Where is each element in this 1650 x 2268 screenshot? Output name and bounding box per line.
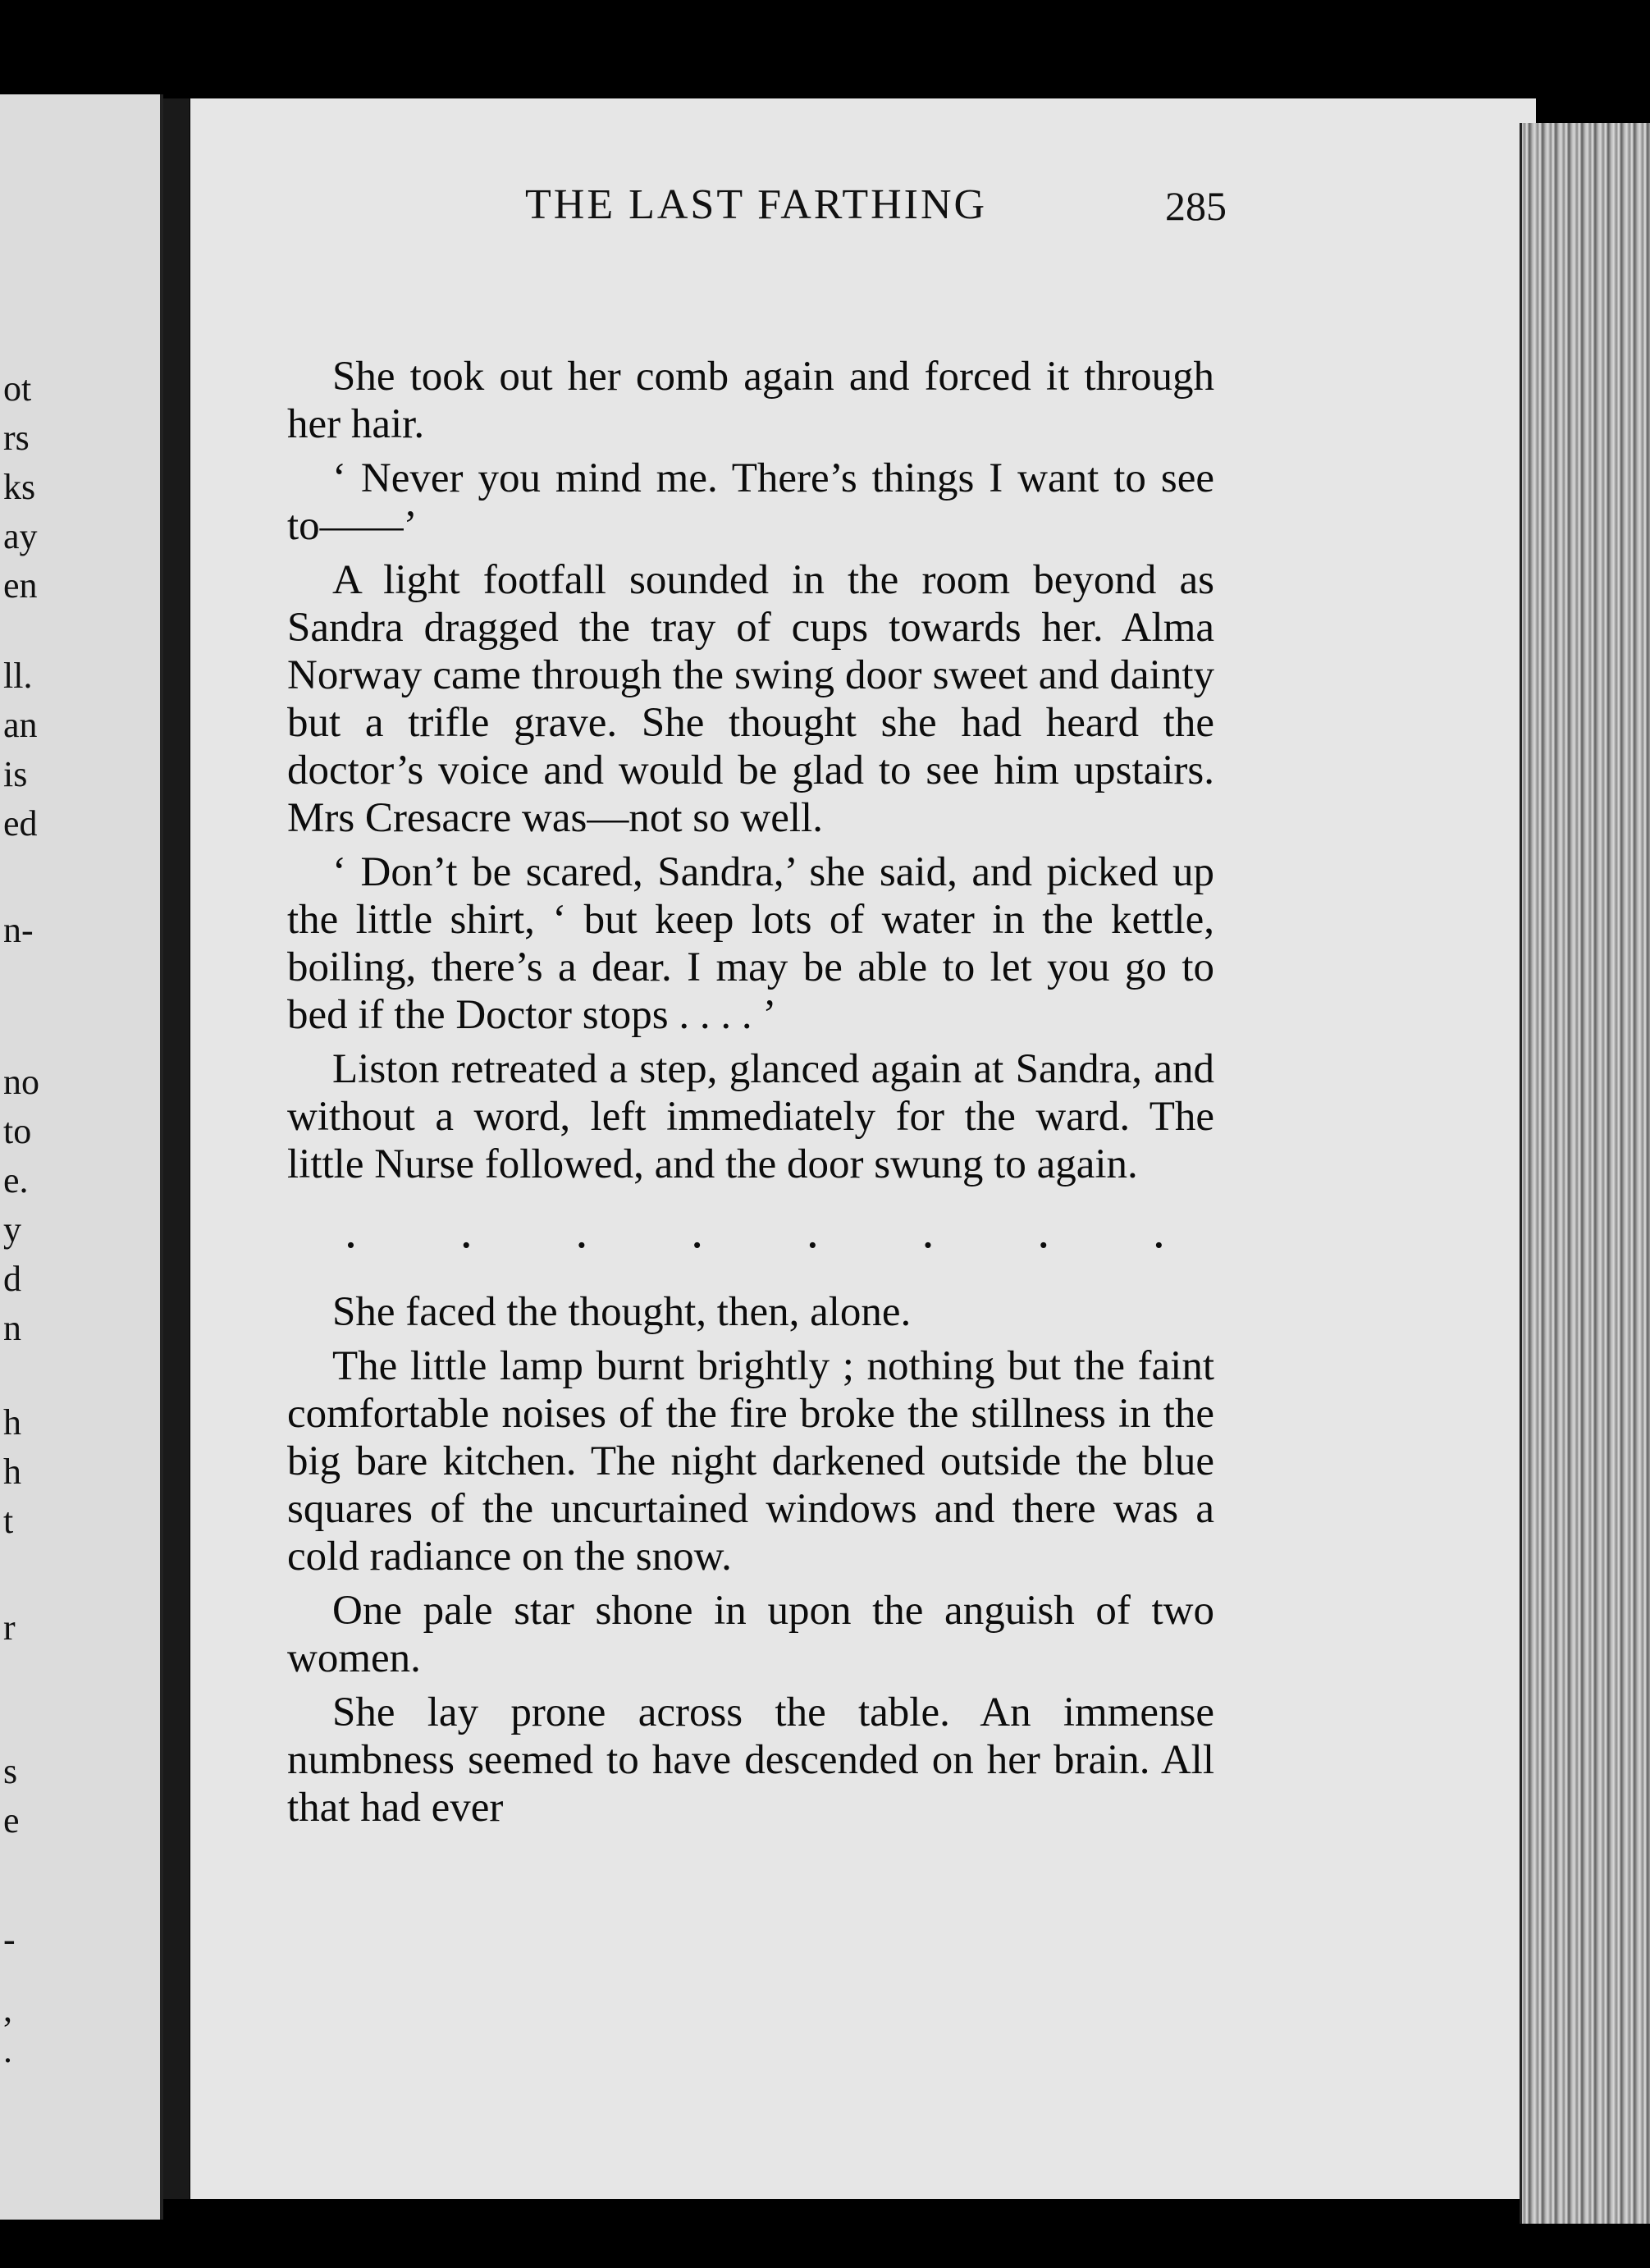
left-page-fragment: en <box>3 565 38 606</box>
left-page-fragment: r <box>3 1607 16 1648</box>
left-page-fragment: . <box>3 2030 12 2070</box>
left-page-fragment: - <box>3 1919 16 1959</box>
left-page-fragment: ed <box>3 803 38 844</box>
left-page-fragment: h <box>3 1402 21 1443</box>
section-break-dot: . <box>1152 1204 1165 1258</box>
paragraph: She took out her comb again and forced it through her hair. <box>287 354 1214 447</box>
section-break-dot: . <box>691 1204 704 1258</box>
left-page-fragment: d <box>3 1259 21 1299</box>
left-page-fragment: ks <box>3 467 36 507</box>
left-page-fragment: an <box>3 705 38 745</box>
section-break-dot: . <box>345 1204 357 1258</box>
left-page-fragment: to <box>3 1111 32 1151</box>
paragraph: ‘ Never you mind me. There’s things I want to see to——’ <box>287 455 1214 549</box>
left-page-fragment: no <box>3 1062 39 1102</box>
paragraph: She faced the thought, then, alone. <box>332 1289 912 1335</box>
page-edges <box>1520 123 1650 2224</box>
section-break-dot: . <box>921 1204 935 1258</box>
left-page-fragment: ot <box>3 368 32 409</box>
paragraph: Liston retreated a step, glanced again at Sandra, and without a word, left immediately for the ward. The little Nurse followed, and the door swung to again. <box>287 1046 1214 1187</box>
left-page-fragment: rs <box>3 418 30 458</box>
paragraph: A light footfall sounded in the room beyond as Sandra dragged the tray of cups towards her. Alma Norway came through the swing door sweet and dainty but a trifle grave. She thought she had heard the doctor’s voice and would be glad to see him upstairs. Mrs Cresacre was—not so well. <box>287 557 1214 841</box>
left-page-fragment: s <box>3 1751 18 1791</box>
section-break-dot: . <box>459 1204 473 1258</box>
section-break-dot: . <box>575 1204 588 1258</box>
paragraph: The little lamp burnt brightly ; nothing but the faint comfortable noises of the fire broke the stillness in the big bare kitchen. The night darkened outside the blue squares of the uncurtained windows and there was a cold radiance on the snow. <box>287 1343 1214 1580</box>
paragraph: She lay prone across the table. An immense numbness seemed to have descended on her brain. All that had ever <box>287 1690 1214 1831</box>
section-break-dot: . <box>806 1204 819 1258</box>
left-page-fragment: e. <box>3 1160 29 1200</box>
running-head-title: THE LAST FARTHING <box>525 181 988 228</box>
left-page-fragment: t <box>3 1501 14 1541</box>
section-break-dot: . <box>1037 1204 1050 1258</box>
section-break <box>287 1204 1214 1258</box>
paragraph: ‘ Don’t be scared, Sandra,’ she said, and picked up the little shirt, ‘ but keep lots of water in the kettle, boiling, there’s a dear. I may be able to let you go to bed if the Doctor stops . . . . ’ <box>287 849 1214 1038</box>
left-page-fragment: , <box>3 1989 12 2029</box>
left-page-fragment: y <box>3 1209 21 1250</box>
page-number: 285 <box>1165 183 1227 229</box>
left-page-fragment: n <box>3 1308 21 1348</box>
left-page-fragment: ay <box>3 516 38 556</box>
left-page-fragment: ll. <box>3 656 33 696</box>
left-page-fragment: n- <box>3 910 34 950</box>
left-page <box>0 94 163 2220</box>
book-gutter <box>163 98 190 2199</box>
body-text <box>287 353 1214 1838</box>
left-page-fragment: e <box>3 1800 20 1840</box>
left-page-fragment: h <box>3 1452 21 1492</box>
left-page-fragment: is <box>3 754 28 794</box>
paragraph: One pale star shone in upon the anguish of two women. <box>287 1588 1214 1681</box>
